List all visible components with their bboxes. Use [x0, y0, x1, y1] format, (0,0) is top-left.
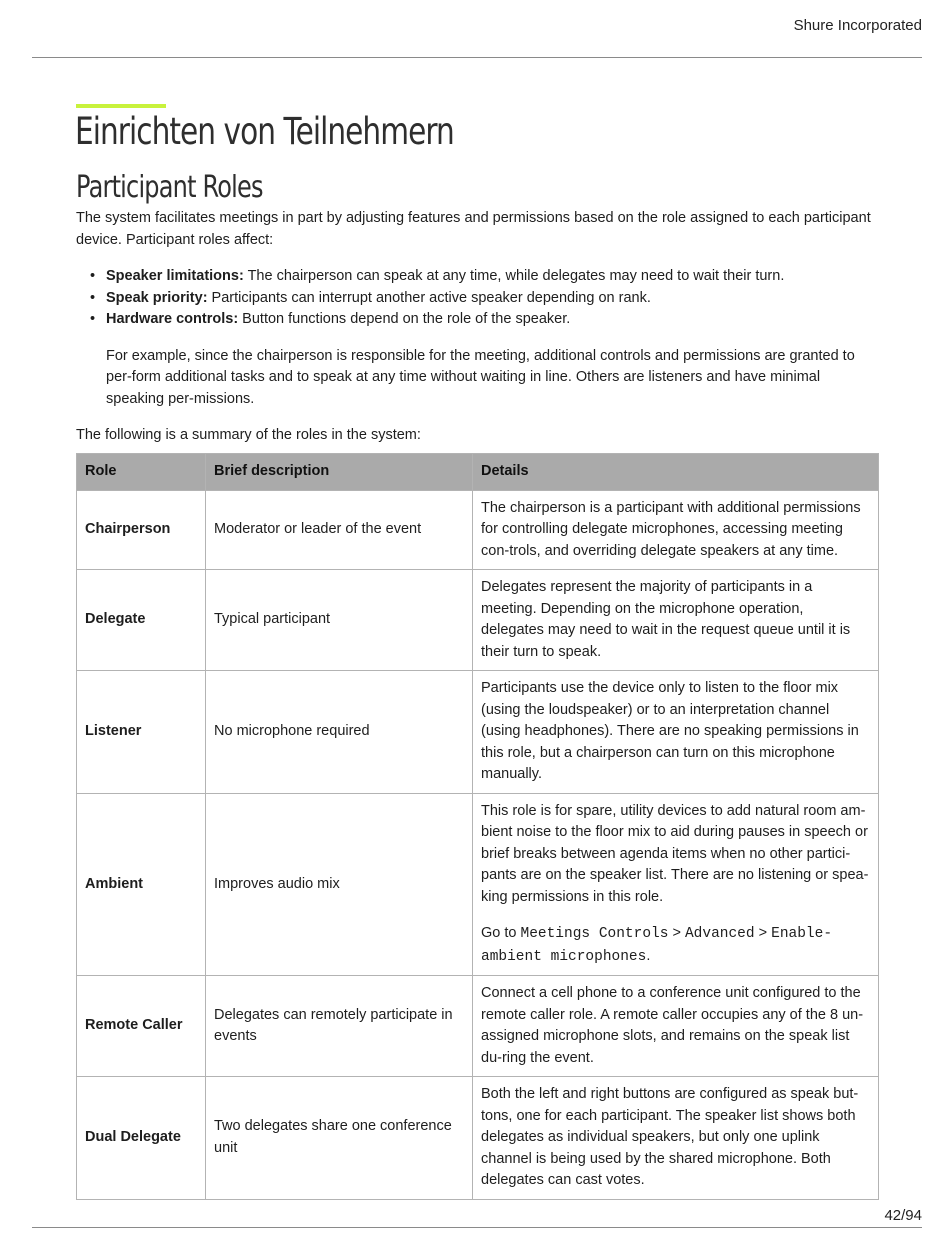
role-cell: Ambient: [77, 793, 206, 976]
brief-cell: Typical participant: [206, 570, 473, 671]
table-row: [77, 490, 879, 570]
brief-cell: Improves audio mix: [206, 793, 473, 976]
header-divider: [32, 57, 922, 58]
page-title: Einrichten von Teilnehmern: [75, 110, 454, 153]
list-item-label: Hardware controls:: [106, 311, 239, 327]
summary-paragraph: The following is a summary of the roles in the system:: [76, 427, 421, 443]
main-content: [76, 208, 878, 1200]
menu-path-step-meetings-controls: Meetings Controls: [520, 926, 669, 942]
brief-cell: Moderator or leader of the event: [206, 490, 473, 570]
intro-paragraph: The system facilitates meetings in part by adjusting features and permissions based on the role assigned to each participant device. Participant roles affect:: [76, 210, 871, 248]
menu-path-separator: >: [754, 925, 772, 941]
details-text: Delegates represent the majority of participants in a meeting. Depending on the microphone operation, delegates may need to wait in the request queue until it is their turn to speak.: [481, 579, 851, 660]
details-cell: [473, 570, 879, 671]
details-text: Connect a cell phone to a conference unit configured to the remote caller role. A remote caller occupies any of the 8 un-assigned microphone slots, and remains on the speak list du-ring the event.: [481, 985, 864, 1066]
header-company-name: Shure Incorporated: [793, 17, 922, 34]
menu-path-suffix: .: [646, 947, 651, 964]
menu-path-separator: >: [668, 925, 685, 941]
details-text: Both the left and right buttons are configured as speak but-tons, one for each participant. The speaker list shows both delegates as individual speakers, but only one uplink channel is being used by the shared microphone. Both delegates can cast votes.: [481, 1086, 859, 1188]
title-accent-bar: [76, 104, 166, 108]
role-cell: Delegate: [77, 570, 206, 671]
role-cell: Dual Delegate: [77, 1077, 206, 1200]
details-cell: [473, 793, 879, 976]
column-header-role: Role: [77, 453, 206, 490]
details-cell: [473, 671, 879, 794]
ambient-menu-path: [481, 923, 870, 968]
list-item: [106, 288, 878, 310]
example-paragraph: For example, since the chairperson is responsible for the meeting, additional controls and permissions are granted to per-form additional tasks and to speak at any time without waiting in line. Others are listeners and have minimal speaking per-missions.: [106, 347, 855, 407]
details-text: Participants use the device only to listen to the floor mix (using the loudspeaker) or to an interpretation channel (using headphones). There are no speaking permissions in this role, but a chairperson can turn on this microphone manually.: [481, 680, 859, 782]
brief-cell: No microphone required: [206, 671, 473, 794]
brief-cell: Delegates can remotely participate in events: [206, 976, 473, 1077]
roles-table: [76, 453, 879, 1200]
table-row: [77, 976, 879, 1077]
table-row: [77, 570, 879, 671]
details-text: This role is for spare, utility devices to add natural room am-bient noise to the floor mix to aid during pauses in speech or brief breaks between agenda items when no other partici-pants are on the speaker list. There are no listening or spea-king permissions in this role.: [481, 802, 869, 905]
list-item-label: Speak priority:: [106, 289, 208, 306]
role-cell: Remote Caller: [77, 976, 206, 1077]
page-number: 42/94: [884, 1207, 922, 1224]
list-item-label: Speaker limitations:: [106, 268, 244, 284]
column-header-details: Details: [473, 453, 879, 490]
details-cell: [473, 1077, 879, 1200]
section-title: Participant Roles: [76, 170, 263, 205]
menu-path-step-advanced: Advanced: [684, 926, 755, 942]
table-row: [77, 793, 879, 976]
list-item-text: The chairperson can speak at any time, while delegates may need to wait their turn.: [243, 268, 785, 284]
menu-path-prefix: Go to: [481, 925, 521, 941]
list-item: [106, 309, 878, 331]
table-header-row: [77, 453, 879, 490]
table-row: [77, 671, 879, 794]
list-item-text: Button functions depend on the role of the speaker.: [238, 311, 571, 327]
roles-affect-list: [76, 266, 878, 331]
role-cell: Chairperson: [77, 490, 206, 570]
list-item: [106, 266, 878, 288]
brief-cell: Two delegates share one conference unit: [206, 1077, 473, 1200]
menu-path-step-enable-ambient: Enable-ambient microphones: [481, 926, 833, 965]
column-header-brief-description: Brief description: [206, 453, 473, 490]
details-text: The chairperson is a participant with additional permissions for controlling delegate microphones, accessing meeting con-trols, and overriding delegate speakers at any time.: [481, 499, 861, 559]
role-cell: Listener: [77, 671, 206, 794]
details-cell: [473, 490, 879, 570]
list-item-text: Participants can interrupt another active speaker depending on rank.: [207, 289, 651, 306]
details-cell: [473, 976, 879, 1077]
table-row: [77, 1077, 879, 1200]
footer-divider: [32, 1227, 922, 1228]
